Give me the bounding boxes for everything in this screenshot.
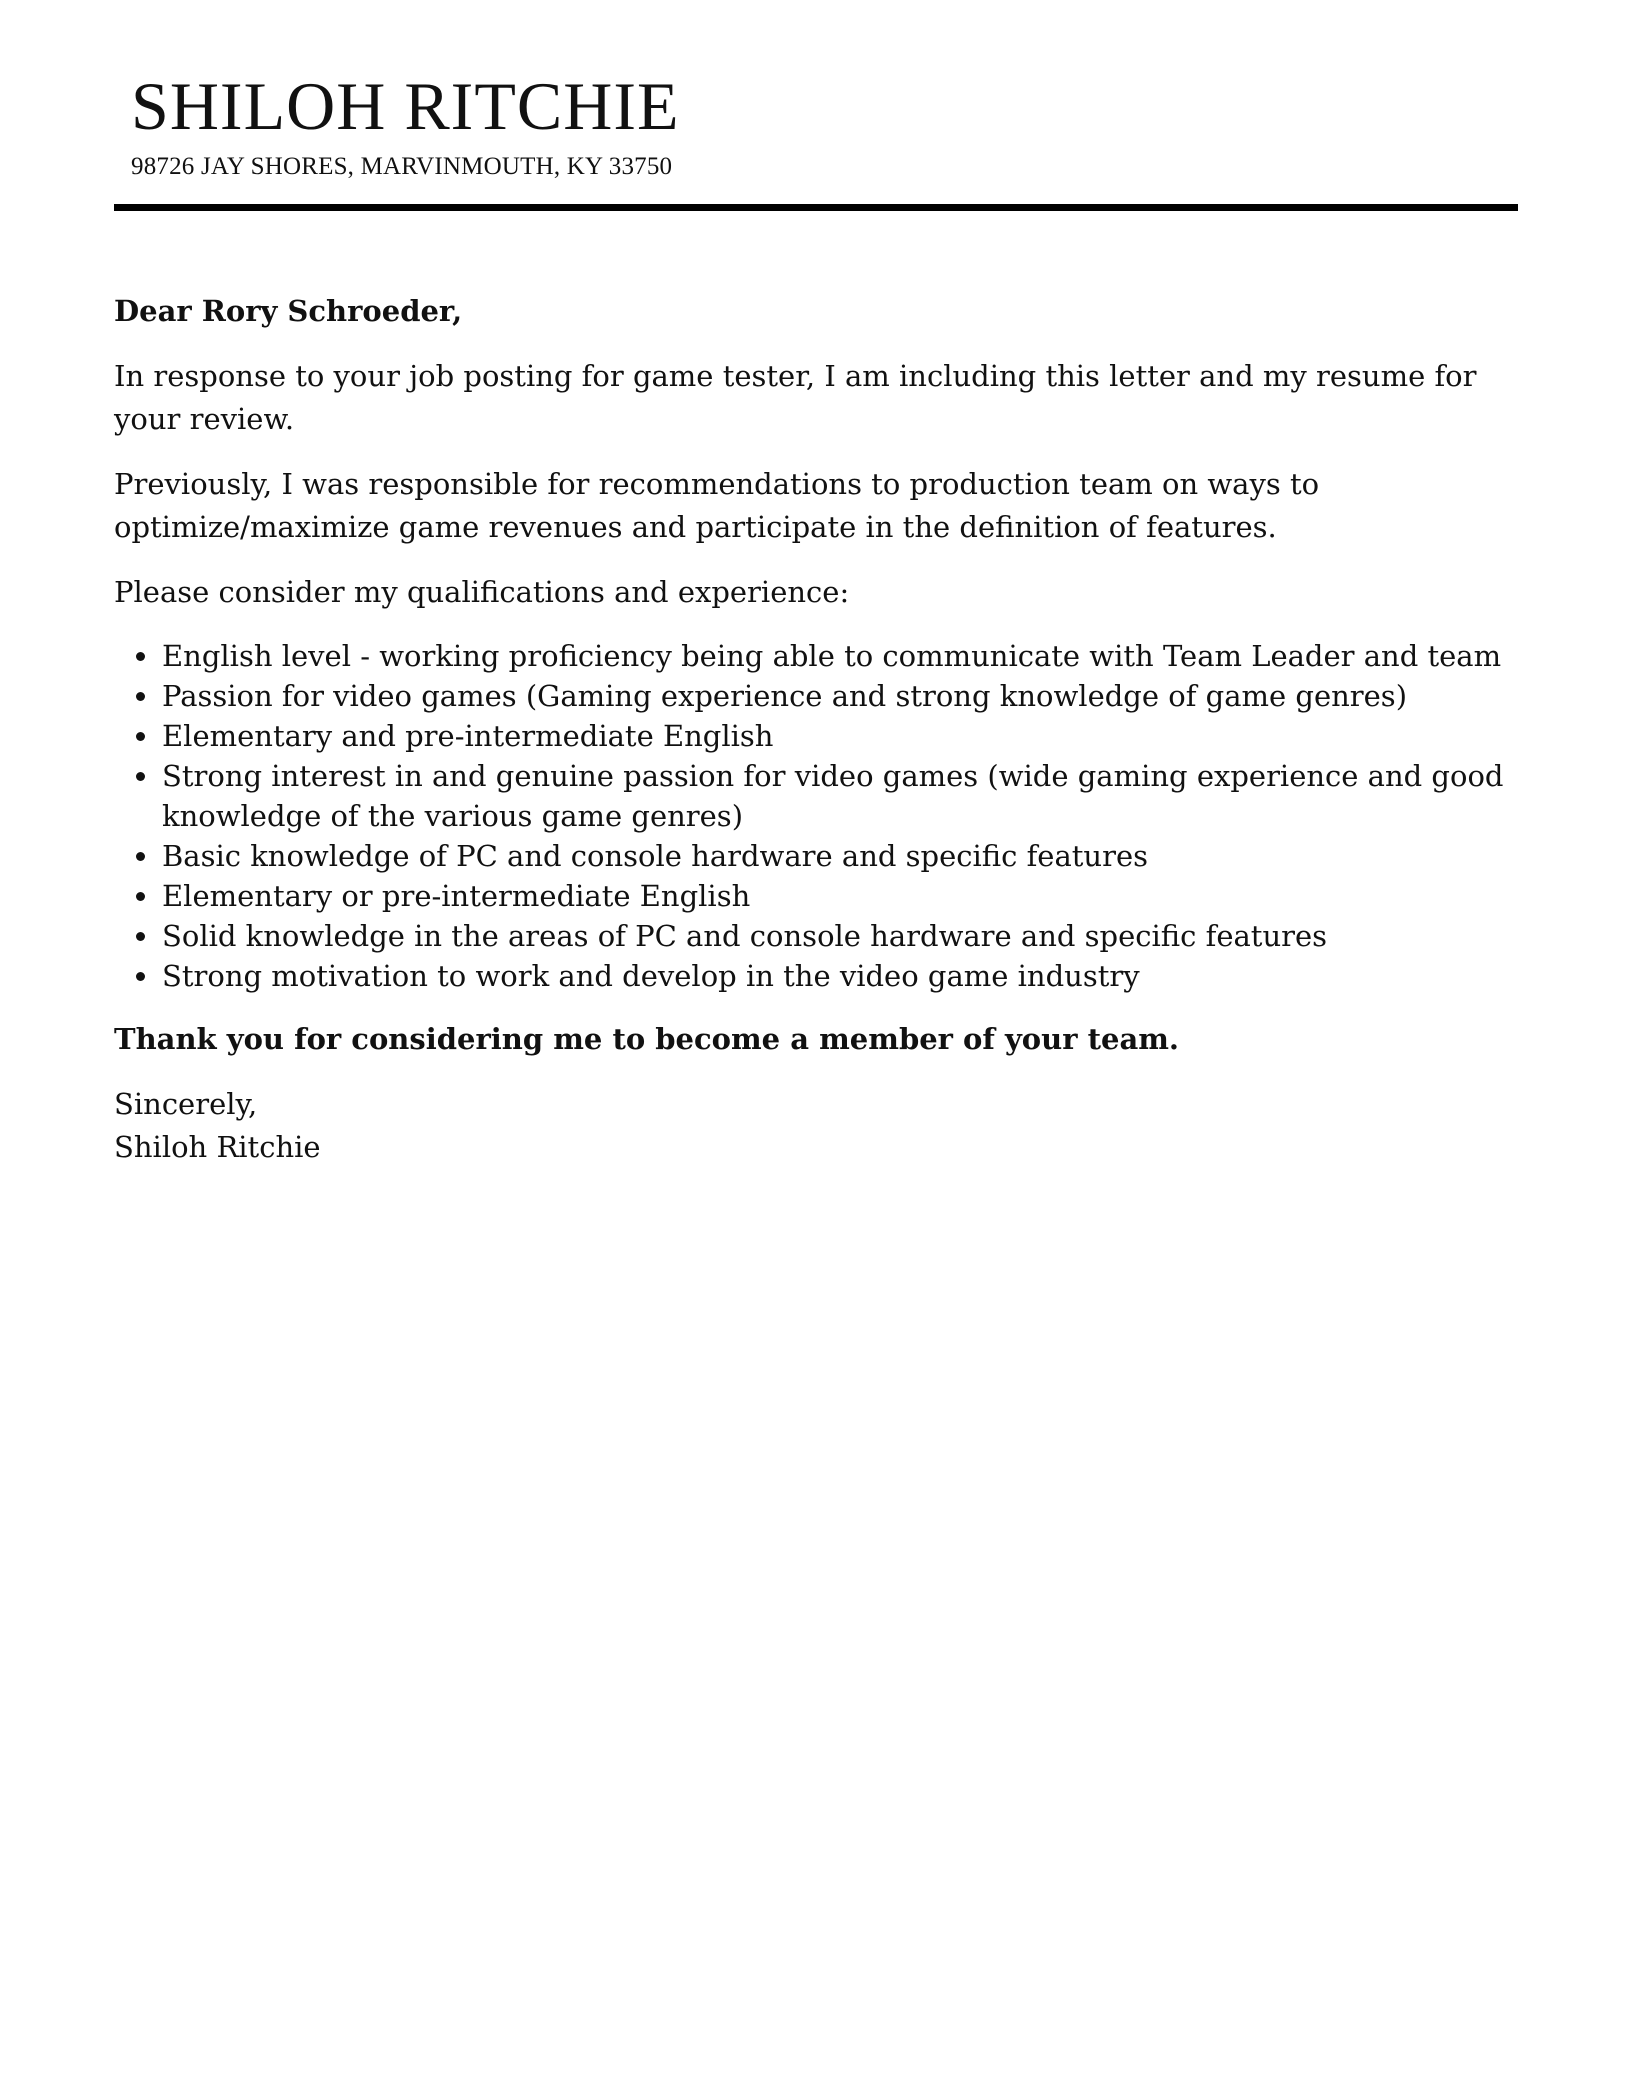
bullet-icon	[136, 652, 145, 661]
list-item	[162, 716, 1518, 756]
bullet-icon	[136, 692, 145, 701]
list-item	[162, 756, 1518, 836]
bullet-icon	[136, 732, 145, 741]
applicant-name: SHILOH RITCHIE	[131, 68, 680, 144]
signoff-text: Sincerely,	[114, 1087, 258, 1121]
list-item	[162, 956, 1518, 996]
list-item-text: Elementary and pre-intermediate English	[162, 719, 774, 753]
bullet-icon	[136, 892, 145, 901]
letter-header	[131, 66, 1511, 182]
experience-paragraph: Previously, I was responsible for recommendations to production team on ways to optimize/maximize game revenues and participate in the definition of features.	[114, 467, 1320, 544]
list-item-text: Passion for video games (Gaming experience and strong knowledge of game genres)	[162, 679, 1408, 713]
signoff	[114, 1083, 1518, 1169]
closing-statement: Thank you for considering me to become a member of your team.	[114, 1022, 1180, 1056]
greeting: Dear Rory Schroeder,	[114, 294, 463, 328]
list-item-text: Strong motivation to work and develop in the video game industry	[162, 959, 1140, 993]
qualifications-lead: Please consider my qualifications and experience:	[114, 575, 850, 609]
bullet-icon	[136, 852, 145, 861]
signature-name: Shiloh Ritchie	[114, 1130, 321, 1164]
list-item	[162, 636, 1518, 676]
list-item-text: Strong interest in and genuine passion for video games (wide gaming experience and good knowledge of the various game genres)	[162, 759, 1504, 833]
list-item	[162, 836, 1518, 876]
qualifications-list	[114, 636, 1518, 996]
list-item-text: Elementary or pre-intermediate English	[162, 879, 751, 913]
bullet-icon	[136, 932, 145, 941]
list-item	[162, 676, 1518, 716]
letter-body	[114, 290, 1518, 1169]
list-item	[162, 916, 1518, 956]
applicant-address: 98726 JAY SHORES, MARVINMOUTH, KY 33750	[131, 153, 673, 180]
header-divider	[114, 204, 1518, 211]
bullet-icon	[136, 972, 145, 981]
list-item-text: English level - working proficiency being able to communicate with Team Leader and team	[162, 639, 1502, 673]
intro-paragraph: In response to your job posting for game tester, I am including this letter and my resume for your review.	[114, 359, 1477, 436]
list-item-text: Solid knowledge in the areas of PC and console hardware and specific features	[162, 919, 1328, 953]
bullet-icon	[136, 772, 145, 781]
list-item-text: Basic knowledge of PC and console hardware and specific features	[162, 839, 1148, 873]
list-item	[162, 876, 1518, 916]
